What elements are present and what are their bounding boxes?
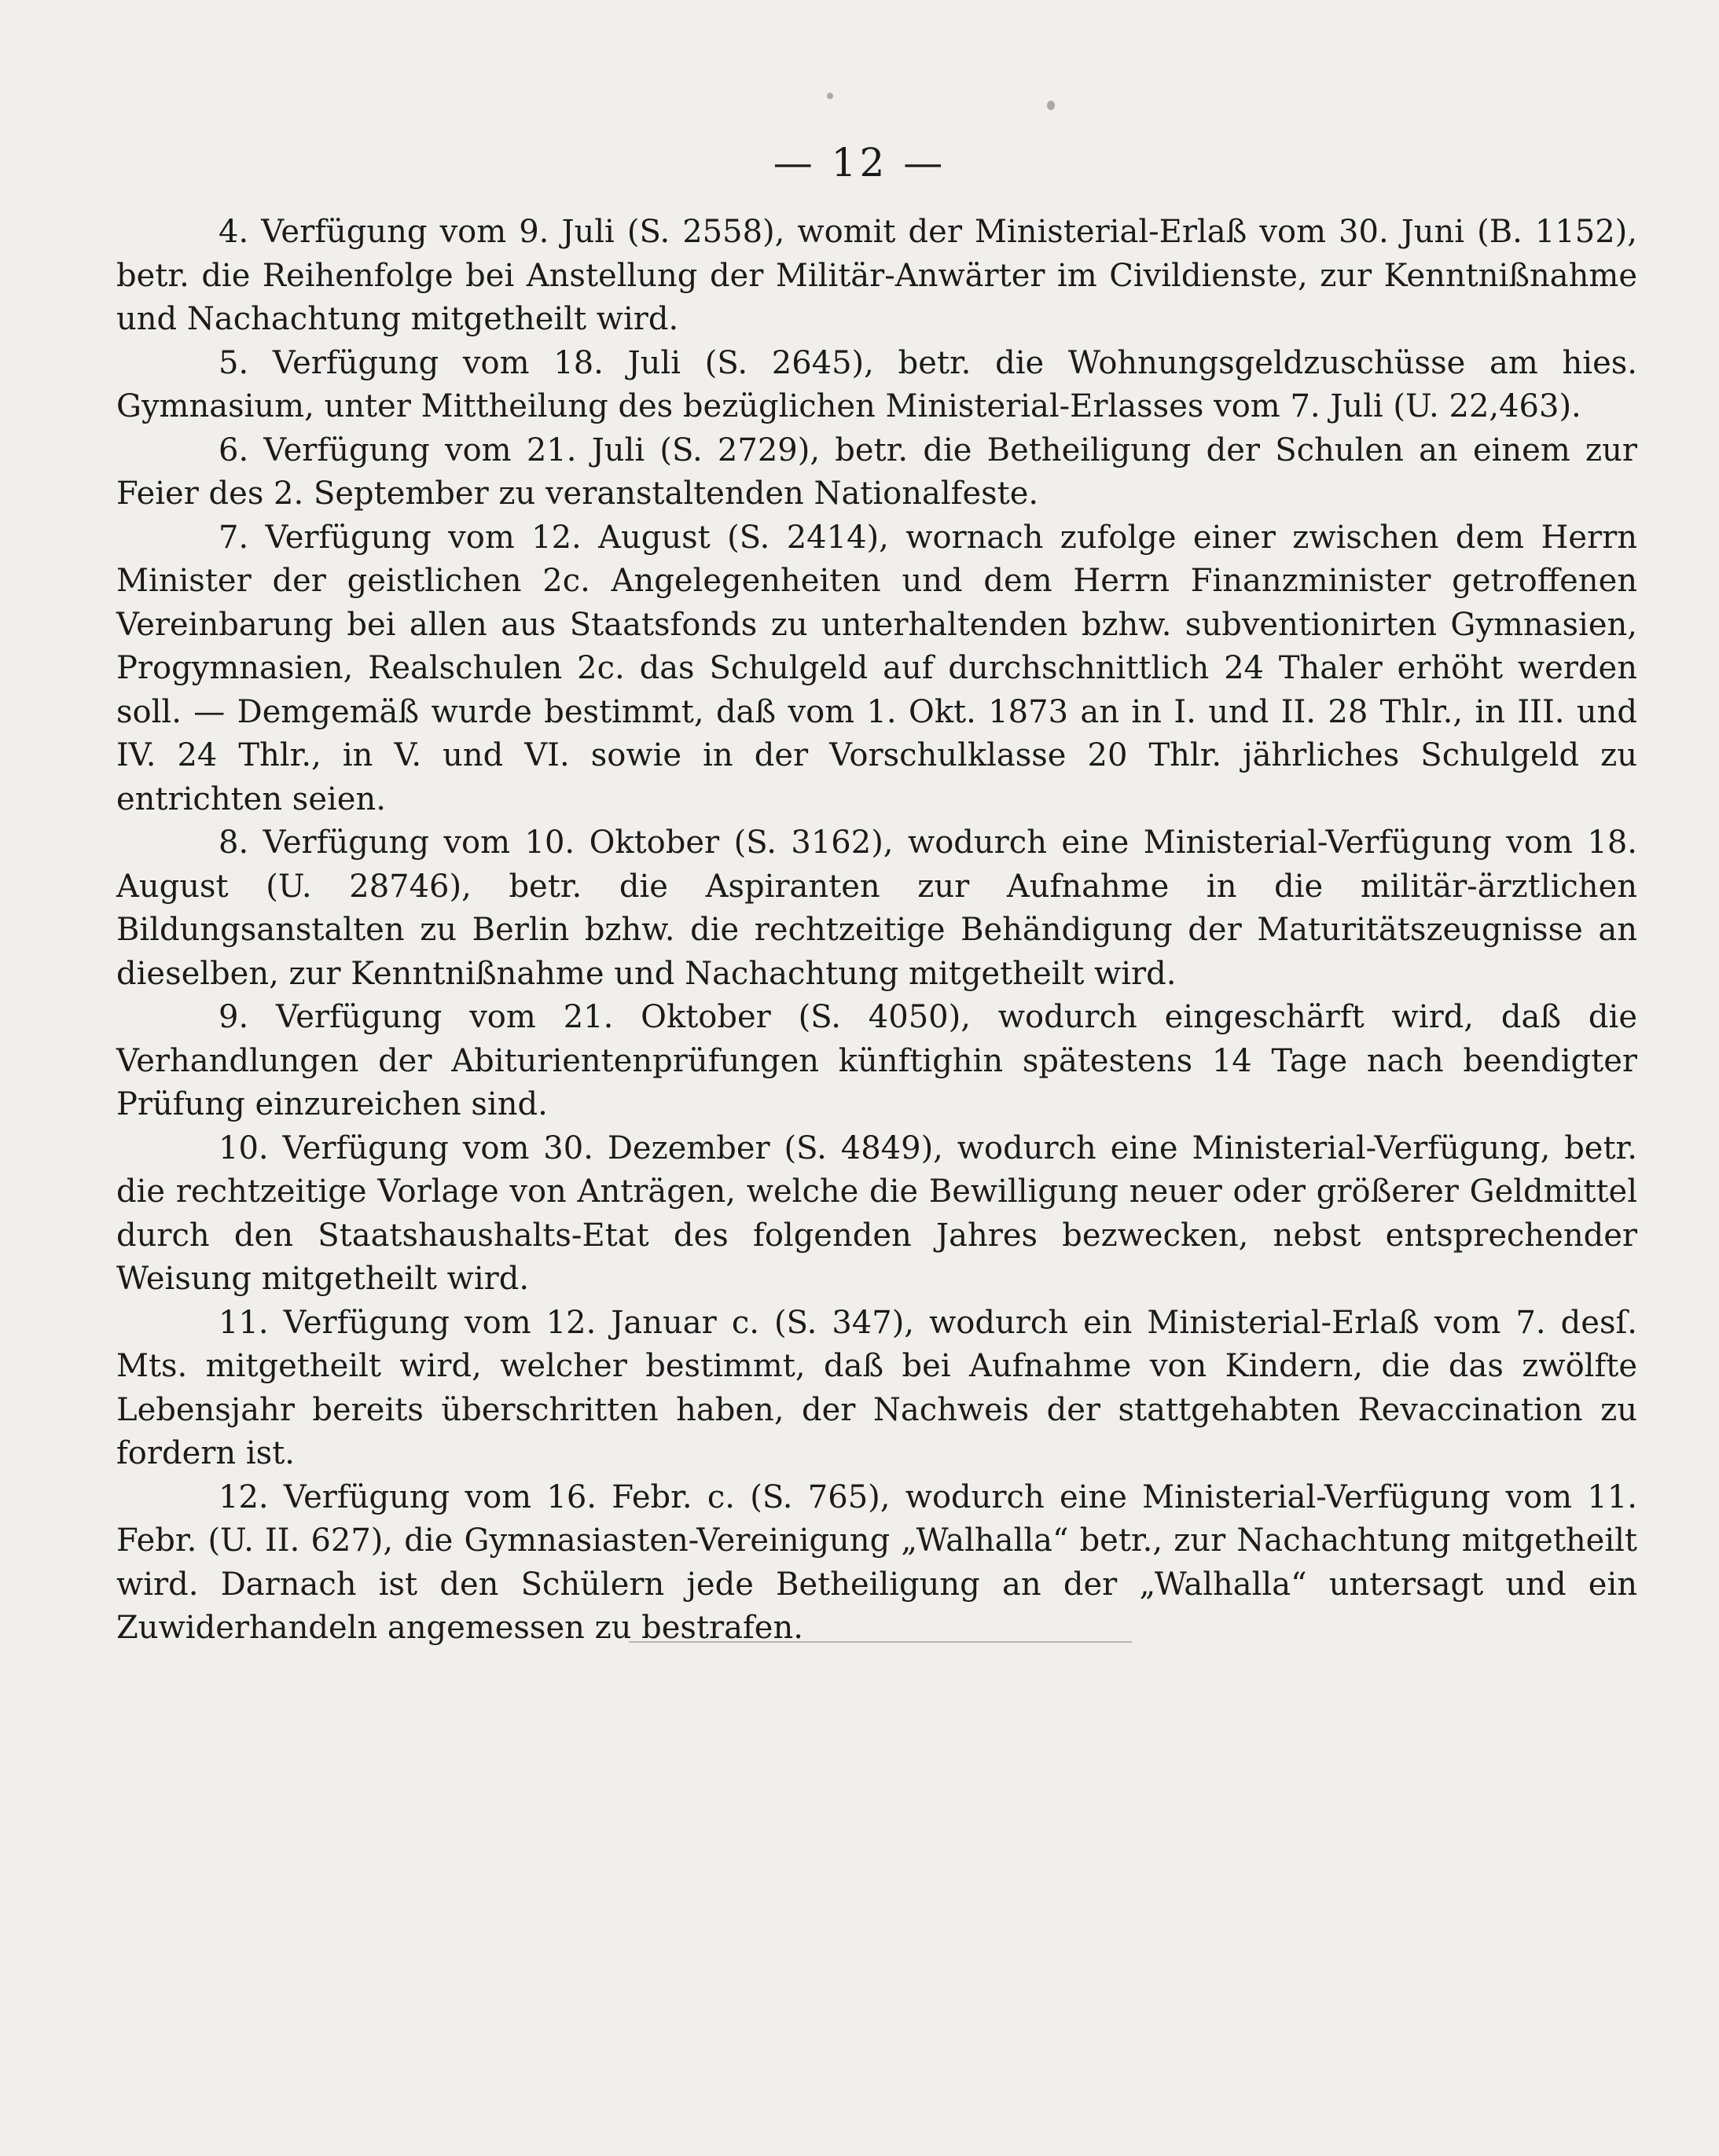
decree-item-8: 8. Verfügung vom 10. Oktober (S. 3162), wodurch eine Ministerial-Verfügung vom 18. August (U. 28746), betr. die Aspiranten zur Aufnahme in die militär-ärztlichen Bildungsanstalten zu Berlin bzhw. die rechtzeitige Behändigung der Maturitätszeugnisse an dieselben, zur Kenntnißnahme und Nachachtung mitgetheilt wird.	[116, 825, 1637, 992]
decree-item-5: 5. Verfügung vom 18. Juli (S. 2645), betr. die Wohnungsgeldzuschüsse am hies. Gymnasium, unter Mittheilung des bezüglichen Ministerial-Erlasses vom 7. Juli (U. 22,463).	[116, 344, 1637, 424]
decree-list	[116, 211, 1637, 1651]
decree-item-4: 4. Verfügung vom 9. Juli (S. 2558), womit der Ministerial-Erlaß vom 30. Juni (B. 1152), betr. die Reihenfolge bei Anstellung der Militär-Anwärter im Civildienste, zur Kenntnißnahme und Nachachtung mitgetheilt wird.	[116, 214, 1637, 337]
decree-item-6: 6. Verfügung vom 21. Juli (S. 2729), betr. die Betheiligung der Schulen an einem zur Feier des 2. September zu veranstaltenden Nationalfeste.	[116, 432, 1637, 512]
decree-item-9: 9. Verfügung vom 21. Oktober (S. 4050), wodurch eingeschärft wird, daß die Verhandlungen der Abiturientenprüfungen künftighin spätestens 14 Tage nach beendigter Prüfung einzureichen sind.	[116, 999, 1637, 1122]
paper-speck	[827, 93, 833, 99]
decree-item-11: 11. Verfügung vom 12. Januar c. (S. 347), wodurch ein Ministerial-Erlaß vom 7. desſ. Mts. mitgetheilt wird, welcher bestimmt, daß bei Aufnahme von Kindern, die das zwölfte Lebensjahr bereits überschritten haben, der Nachweis der stattgehabten Revaccination zu fordern ist.	[116, 1304, 1637, 1471]
paper-speck	[1047, 101, 1055, 110]
decree-item-7: 7. Verfügung vom 12. August (S. 2414), wornach zufolge einer zwischen dem Herrn Minister der geistlichen 2c. Angelegenheiten und dem Herrn Finanzminister getroffenen Vereinbarung bei allen aus Staatsfonds zu unterhaltenden bzhw. subventionirten Gymnasien, Progymnasien, Realschulen 2c. das Schulgeld auf durchschnittlich 24 Thaler erhöht werden soll. — Demgemäß wurde bestimmt, daß vom 1. Okt. 1873 an in I. und II. 28 Thlr., in III. und IV. 24 Thlr., in V. und VI. sowie in der Vorschulklasse 20 Thlr. jährliches Schulgeld zu entrichten seien.	[116, 519, 1637, 817]
page-number: — 12 —	[773, 140, 946, 185]
decree-item-12: 12. Verfügung vom 16. Febr. c. (S. 765), wodurch eine Ministerial-Verfügung vom 11. Febr. (U. II. 627), die Gymnasiasten-Vereinigung „Walhalla“ betr., zur Nachachtung mitgetheilt wird. Darnach ist den Schülern jede Betheiligung an der „Walhalla“ untersagt und ein Zuwiderhandeln angemessen zu bestrafen.	[116, 1478, 1637, 1646]
decree-item-10: 10. Verfügung vom 30. Dezember (S. 4849), wodurch eine Ministerial-Verfügung, betr. die rechtzeitige Vorlage von Anträgen, welche die Bewilligung neuer oder größerer Geldmittel durch den Staatshaushalts-Etat des folgenden Jahres bezwecken, nebst entsprechender Weisung mitgetheilt wird.	[116, 1129, 1637, 1297]
